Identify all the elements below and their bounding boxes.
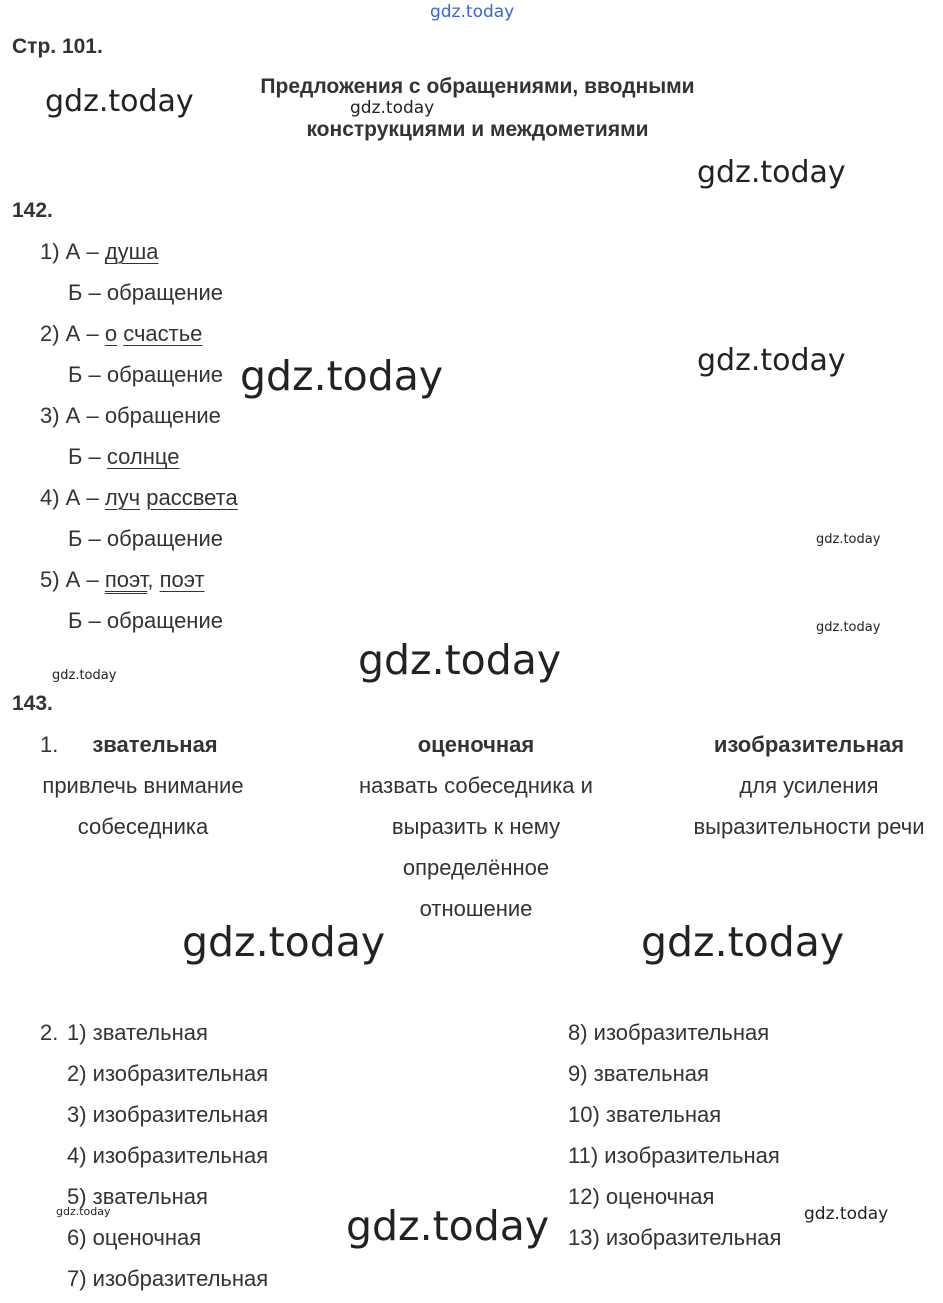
watermark: gdz.today [346,1202,550,1250]
answer-text: обращение [106,608,223,633]
watermark: gdz.today [182,918,386,966]
answer-line [40,485,238,511]
watermark: gdz.today [56,1205,111,1218]
answer-text: обращение [106,280,223,305]
list-item: 13) изобразительная [568,1225,782,1250]
list-item: 2) изобразительная [67,1061,269,1086]
column-text: назвать собеседника и [359,773,593,798]
answer-prefix: 5) А – [40,567,105,592]
answer-text: обращение [106,362,223,387]
answer-prefix: Б – [68,362,107,387]
answer-line [68,608,223,634]
column-text: собеседника [77,814,209,839]
section-title-line1: Предложения с обращениями, вводными [260,75,695,98]
watermark: gdz.today [45,84,194,119]
list-item: 11) изобразительная [568,1143,780,1168]
task-143-part1-label: 1. [40,732,59,757]
watermark: gdz.today [697,343,846,378]
answer-line [68,362,223,388]
answer-line [68,444,179,470]
column-text: выразительности речи [693,814,925,839]
underlined-word: душа [104,239,159,264]
watermark: gdz.today [641,918,845,966]
answer-prefix: 1) А – [40,239,105,264]
column-heading: оценочная [417,732,535,757]
answer-prefix: Б – [68,280,107,305]
watermark: gdz.today [350,98,435,118]
list-item: 6) оценочная [67,1225,202,1250]
answer-line [68,280,223,306]
column-text: выразить к нему [391,814,561,839]
watermark: gdz.today [816,620,881,635]
page-number-header: Стр. 101. [12,35,103,58]
watermark: gdz.today [697,155,846,190]
answer-prefix: Б – [68,444,107,469]
answer-line [40,567,205,593]
answer-line [40,403,221,429]
answer-prefix: Б – [68,526,107,551]
list-item: 10) звательная [568,1102,722,1127]
answer-line [40,321,202,347]
list-item: 3) изобразительная [67,1102,269,1127]
column-text: отношение [419,896,533,921]
list-item: 4) изобразительная [67,1143,269,1168]
answer-text: , [147,567,160,592]
column-heading: звательная [92,732,218,757]
section-title-line2: конструкциями и междометиями [306,118,649,141]
answer-prefix: 4) А – [40,485,105,510]
list-item: 9) звательная [568,1061,709,1086]
underlined-word: поэт [159,567,205,592]
answer-prefix: 2) А – [40,321,105,346]
watermark: gdz.today [804,1204,889,1224]
watermark: gdz.today [358,636,562,684]
list-item: 1) звательная [67,1020,208,1045]
answer-line [68,526,223,552]
underlined-word: рассвета [146,485,238,510]
answer-text: обращение [104,403,221,428]
list-item: 7) изобразительная [67,1266,269,1291]
underlined-word: поэт [104,567,148,592]
task-142-number: 142. [12,199,53,222]
column-text: определённое [402,855,550,880]
answer-line [40,239,159,265]
answer-text: обращение [106,526,223,551]
underlined-word: солнце [106,444,180,469]
column-heading: изобразительная [713,732,905,757]
task-143-part2-label: 2. [40,1020,59,1045]
watermark: gdz.today [240,352,444,400]
underlined-word: счастье [123,321,203,346]
underlined-word: луч [104,485,141,510]
list-item: 12) оценочная [568,1184,715,1209]
task-143-number: 143. [12,692,53,715]
list-item: 5) звательная [67,1184,208,1209]
watermark: gdz.today [816,532,881,547]
underlined-word: о [104,321,118,346]
watermark: gdz.today [52,668,117,683]
list-item: 8) изобразительная [568,1020,770,1045]
watermark: gdz.today [430,2,515,22]
answer-prefix: 3) А – [40,403,105,428]
column-text: привлечь внимание [42,773,244,798]
column-text: для усиления [739,773,879,798]
answer-prefix: Б – [68,608,107,633]
